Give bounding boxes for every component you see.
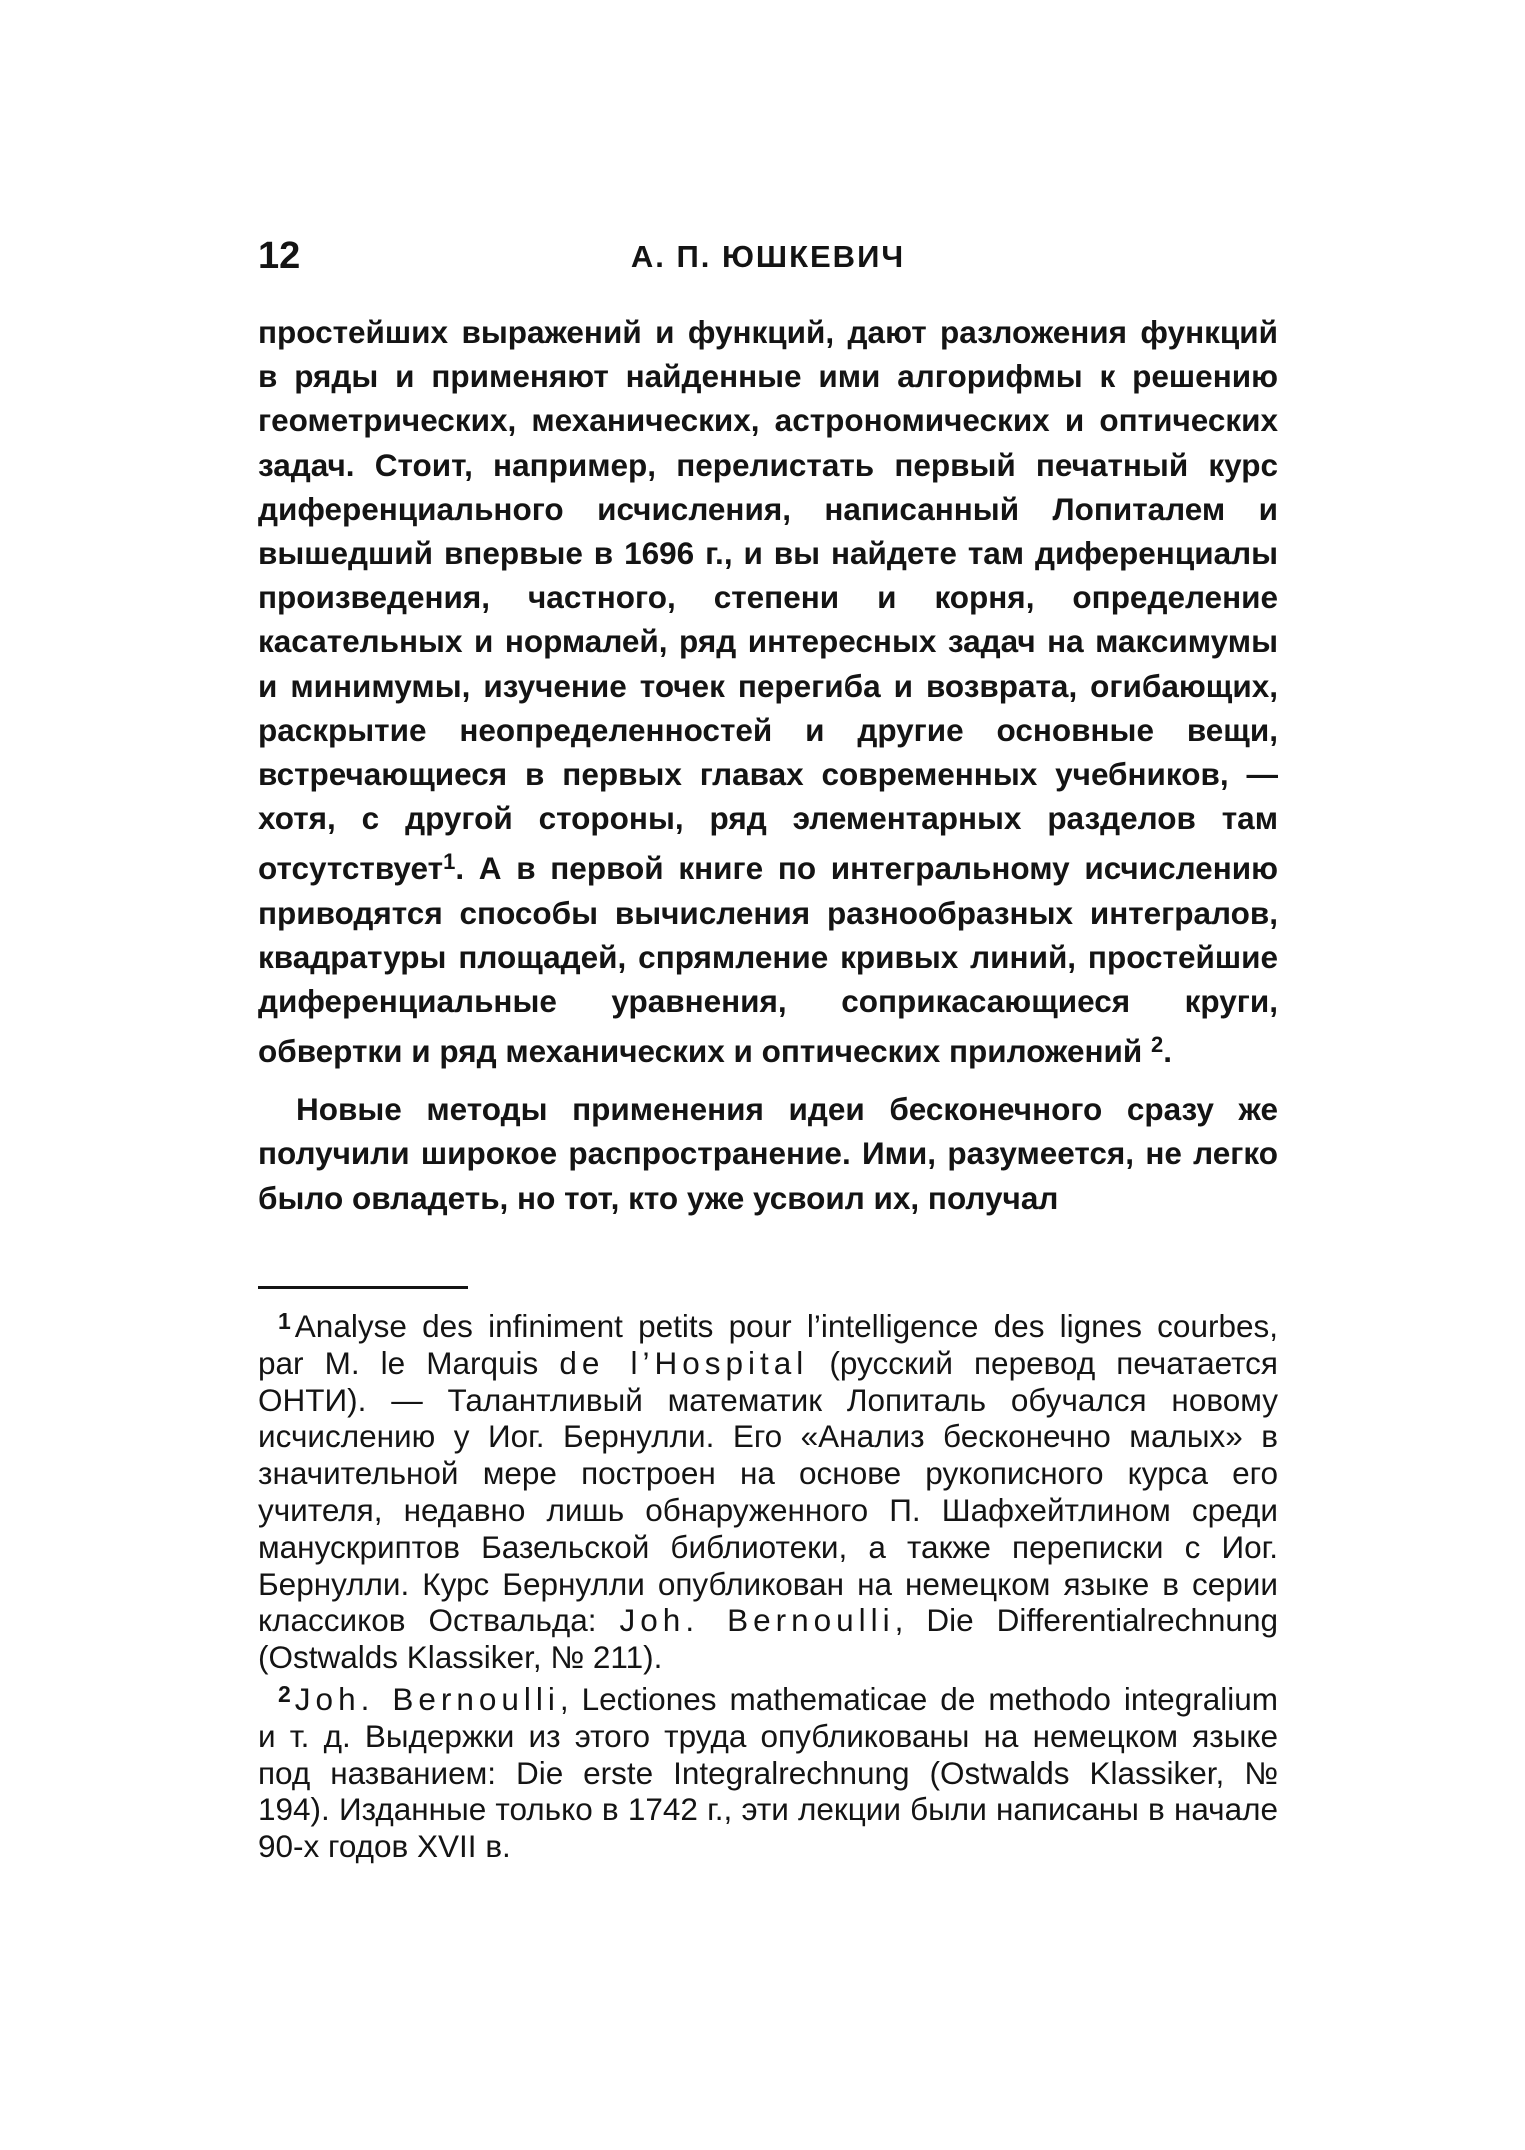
footnote-2 xyxy=(258,1676,1278,1865)
footnote-1-author-name: de l’Hospital xyxy=(559,1344,809,1381)
footnote-1-bernoulli: Joh. Bernoulli xyxy=(619,1602,895,1639)
paragraph-1-text-b: . А в первой книге по интегральному исчислению приводятся способы вычисления разнообразных интегралов, квадратуры площадей, спрямление кривых линий, простейшие диференциальные уравнения, соприкасающиеся круги, обвертки и ряд механических и оптических приложений xyxy=(258,850,1278,1070)
footnote-ref-2: 2 xyxy=(1151,1032,1164,1058)
footnote-2-bernoulli: Joh. Bernoulli xyxy=(294,1681,560,1718)
paragraph-1 xyxy=(258,310,1278,1073)
paragraph-1-text-c: . xyxy=(1163,1033,1173,1070)
footnote-1-text-1: Analyse des infiniment petits pour l’intelligence des lignes courbes, par M. le Marquis xyxy=(258,1308,1278,1381)
footnote-separator xyxy=(258,1286,468,1289)
paragraph-2: Новые методы применения идеи бесконечного сразу же получили широкое распространение. Ими, разумеется, не легко было овладеть, но тот, кто уже усвоил их, получал xyxy=(258,1091,1278,1216)
running-head xyxy=(258,235,1278,285)
paragraph-1-text-a: простейших выражений и функций, дают разложения функций в ряды и применяют найденные ими алгорифмы к решению геометрических, механических, астрономических и оптических задач. Стоит, например, перелистать первый печатный курс диференциального исчисления, написанный Лопиталем и вышедший впервые в 1696 г., и вы найдете там диференциалы произведения, частного, степени и корня, определение касательных и нормалей, ряд интересных задач на максимумы и минимумы, изучение точек перегиба и возврата, огибающих, раскрытие неопределенностей и другие основные вещи, встречающиеся в первых главах современных учебников, — хотя, с другой стороны, ряд элементарных разделов там отсутствует xyxy=(258,314,1278,887)
footnotes xyxy=(258,1303,1278,1865)
footnote-1-text-3: (русский перевод печатается ОНТИ). — Талантливый математик Лопиталь обучался новому исчислению у Иог. Бернулли. Его «Анализ бесконечно малых» в значительной мере построен на основе рукописного курса его учителя, недавно лишь обнаруженного П. Шафхейтлином среди манускриптов Базельской библиотеки, а также переписки с Иог. Бернулли. Курс Бернулли опубликован на немецком языке в серии классиков Оствальда: xyxy=(258,1344,1278,1639)
main-text xyxy=(258,310,1278,1220)
footnote-2-text-2: , Lectiones mathematicae de methodo integralium и т. д. Выдержки из этого труда опубликованы на немецком языке под названием: Die erste Integralrechnung (Ostwalds Klassiker, № 194). Изданные только в 1742 г., эти лекции были написаны в начале 90-х годов XVII в. xyxy=(258,1681,1278,1865)
footnote-2-mark: 2 xyxy=(278,1681,291,1708)
footnote-ref-1: 1 xyxy=(443,849,456,875)
page-number: 12 xyxy=(258,235,301,277)
footnote-1-text-5: , Die Differentialrechnung (Ostwalds Klassiker, № 211). xyxy=(258,1602,1278,1676)
footnote-1 xyxy=(258,1303,1278,1676)
footnote-1-mark: 1 xyxy=(278,1308,291,1334)
running-title: А. П. ЮШКЕВИЧ xyxy=(630,239,906,274)
